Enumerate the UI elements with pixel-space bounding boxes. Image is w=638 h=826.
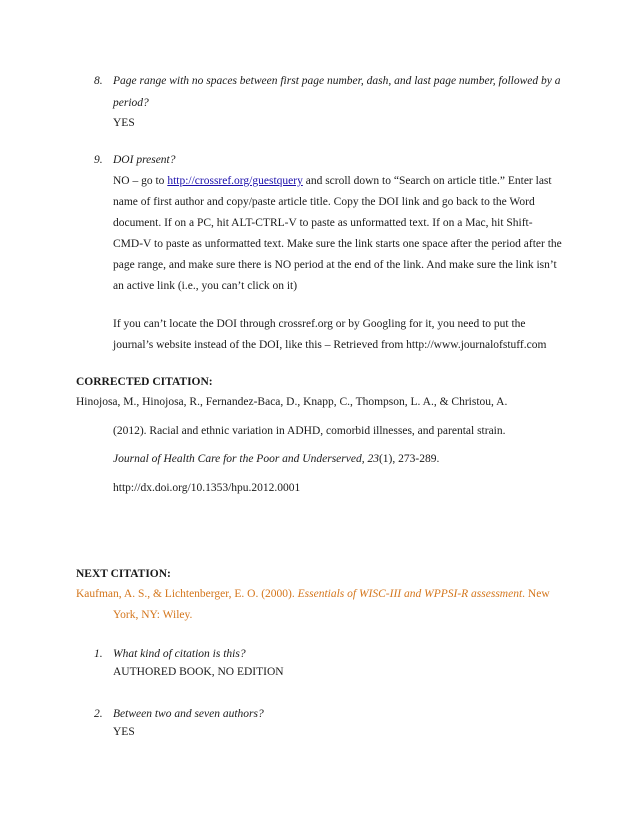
item-8-answer: YES — [113, 117, 135, 129]
corrected-citation-doi: http://dx.doi.org/10.1353/hpu.2012.0001 — [113, 482, 301, 494]
corrected-citation-line2: (2012). Racial and ethnic variation in ADHD, comorbid illnesses, and parental strain. — [113, 425, 506, 437]
item-9-line1 — [113, 174, 552, 188]
item-1-number: 1. — [94, 648, 103, 660]
item-9-question: DOI present? — [113, 154, 176, 166]
corrected-citation-line3 — [113, 452, 439, 466]
item-1-answer: AUTHORED BOOK, NO EDITION — [113, 666, 284, 678]
next-citation-line1-suffix: . New — [522, 588, 550, 600]
item-8-number: 8. — [94, 75, 103, 87]
item-9-line6: an active link (i.e., you can’t click on it) — [113, 280, 298, 292]
crossref-link[interactable]: http://crossref.org/guestquery — [167, 175, 303, 187]
next-citation-line1 — [76, 587, 550, 601]
item-9-para2-line2: journal’s website instead of the DOI, like this – Retrieved from http://www.journalofstuff.com — [113, 339, 547, 351]
item-9-line1-prefix: NO – go to — [113, 175, 168, 187]
item-8-question-line2: period? — [113, 97, 149, 109]
next-citation-heading: NEXT CITATION: — [76, 568, 171, 580]
item-9-line1-suffix: and scroll down to “Search on article title.” Enter last — [302, 175, 552, 187]
corrected-citation-line1: Hinojosa, M., Hinojosa, R., Fernandez-Baca, D., Knapp, C., Thompson, L. A., & Christou, A. — [76, 396, 508, 408]
item-9-line4: CMD-V to paste as unformatted text. Make sure the link starts one space after the period after the — [113, 238, 562, 250]
issue-pages: (1), 273-289. — [378, 453, 440, 465]
journal-name: Journal of Health Care for the Poor and Underserved, 23 — [113, 453, 379, 465]
next-citation-book-title: Essentials of WISC-III and WPPSI-R assessment — [297, 588, 523, 600]
item-1-question: What kind of citation is this? — [113, 648, 246, 660]
item-9-number: 9. — [94, 154, 103, 166]
next-citation-authors: Kaufman, A. S., & Lichtenberger, E. O. (2000). — [76, 588, 298, 600]
item-2-answer: YES — [113, 726, 135, 738]
item-9-line3: document. If on a PC, hit ALT-CTRL-V to paste as unformatted text. If on a Mac, hit Shift- — [113, 217, 533, 229]
item-8-question-line1: Page range with no spaces between first page number, dash, and last page number, followed by a — [113, 75, 561, 87]
item-9-line5: page range, and make sure there is NO period at the end of the link. And make sure the link isn’t — [113, 259, 557, 271]
item-9-para2-line1: If you can’t locate the DOI through crossref.org or by Googling for it, you need to put the — [113, 318, 526, 330]
item-2-question: Between two and seven authors? — [113, 708, 264, 720]
next-citation-line2: York, NY: Wiley. — [113, 609, 193, 621]
corrected-citation-heading: CORRECTED CITATION: — [76, 376, 213, 388]
item-2-number: 2. — [94, 708, 103, 720]
item-9-line2: name of first author and copy/paste article title. Copy the DOI link and go back to the Word — [113, 196, 535, 208]
